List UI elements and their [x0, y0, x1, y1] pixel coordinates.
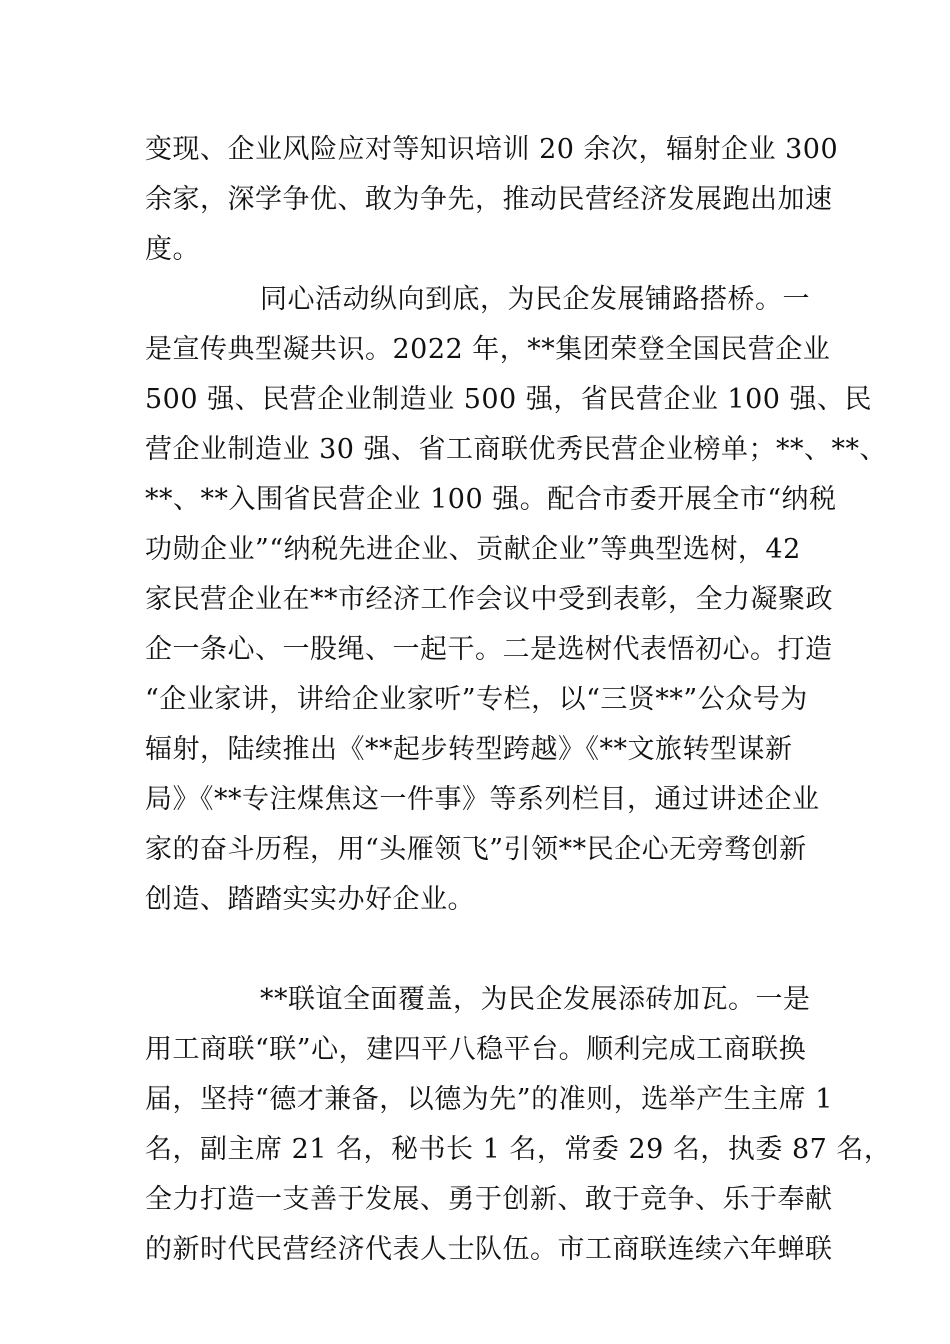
- text-line: 度。: [145, 234, 200, 265]
- text-line: 是宣传典型凝共识。2022 年，**集团荣登全国民营企业: [145, 334, 831, 365]
- text-line: 的新时代民营经济代表人士队伍。市工商联连续六年蝉联: [145, 1234, 833, 1265]
- text-line: 局》《**专注煤焦这一件事》等系列栏目，通过讲述企业: [145, 784, 820, 815]
- text-line: 变现、企业风险应对等知识培训 20 余次，辐射企业 300: [145, 134, 839, 165]
- paragraph-lead-line: **联谊全面覆盖，为民企发展添砖加瓦。一是: [260, 984, 811, 1015]
- text-line: 届，坚持“德才兼备，以德为先”的准则，选举产生主席 1: [145, 1084, 833, 1115]
- text-line: 500 强、民营企业制造业 500 强，省民营企业 100 强、民: [145, 384, 873, 415]
- text-line: 名，副主席 21 名，秘书长 1 名，常委 29 名，执委 87 名，: [145, 1134, 892, 1165]
- text-line: 企一条心、一股绳、一起干。二是选树代表悟初心。打造: [145, 634, 833, 665]
- text-line: 全力打造一支善于发展、勇于创新、敢于竞争、乐于奉献: [145, 1184, 833, 1215]
- text-line: 家的奋斗历程，用“头雁领飞”引领**民企心无旁骛创新: [145, 834, 807, 865]
- text-line: 创造、踏踏实实办好企业。: [145, 884, 475, 915]
- text-line: “企业家讲，讲给企业家听”专栏，以“三贤**”公众号为: [145, 684, 808, 715]
- text-line: **、**入围省民营企业 100 强。配合市委开展全市“纳税: [145, 484, 837, 515]
- text-line: 家民营企业在**市经济工作会议中受到表彰，全力凝聚政: [145, 584, 833, 615]
- text-line: 辐射，陆续推出《**起步转型跨越》《**文旅转型谋新: [145, 734, 793, 765]
- paragraph-lead-line: 同心活动纵向到底，为民企发展铺路搭桥。一: [260, 284, 810, 315]
- text-line: 用工商联“联”心，建四平八稳平台。顺利完成工商联换: [145, 1034, 807, 1065]
- text-line: 功勋企业”“纳税先进企业、贡献企业”等典型选树，42: [145, 534, 801, 565]
- text-line: 余家，深学争优、敢为争先，推动民营经济发展跑出加速: [145, 184, 833, 215]
- text-line: 营企业制造业 30 强、省工商联优秀民营企业榜单；**、**、: [145, 434, 888, 465]
